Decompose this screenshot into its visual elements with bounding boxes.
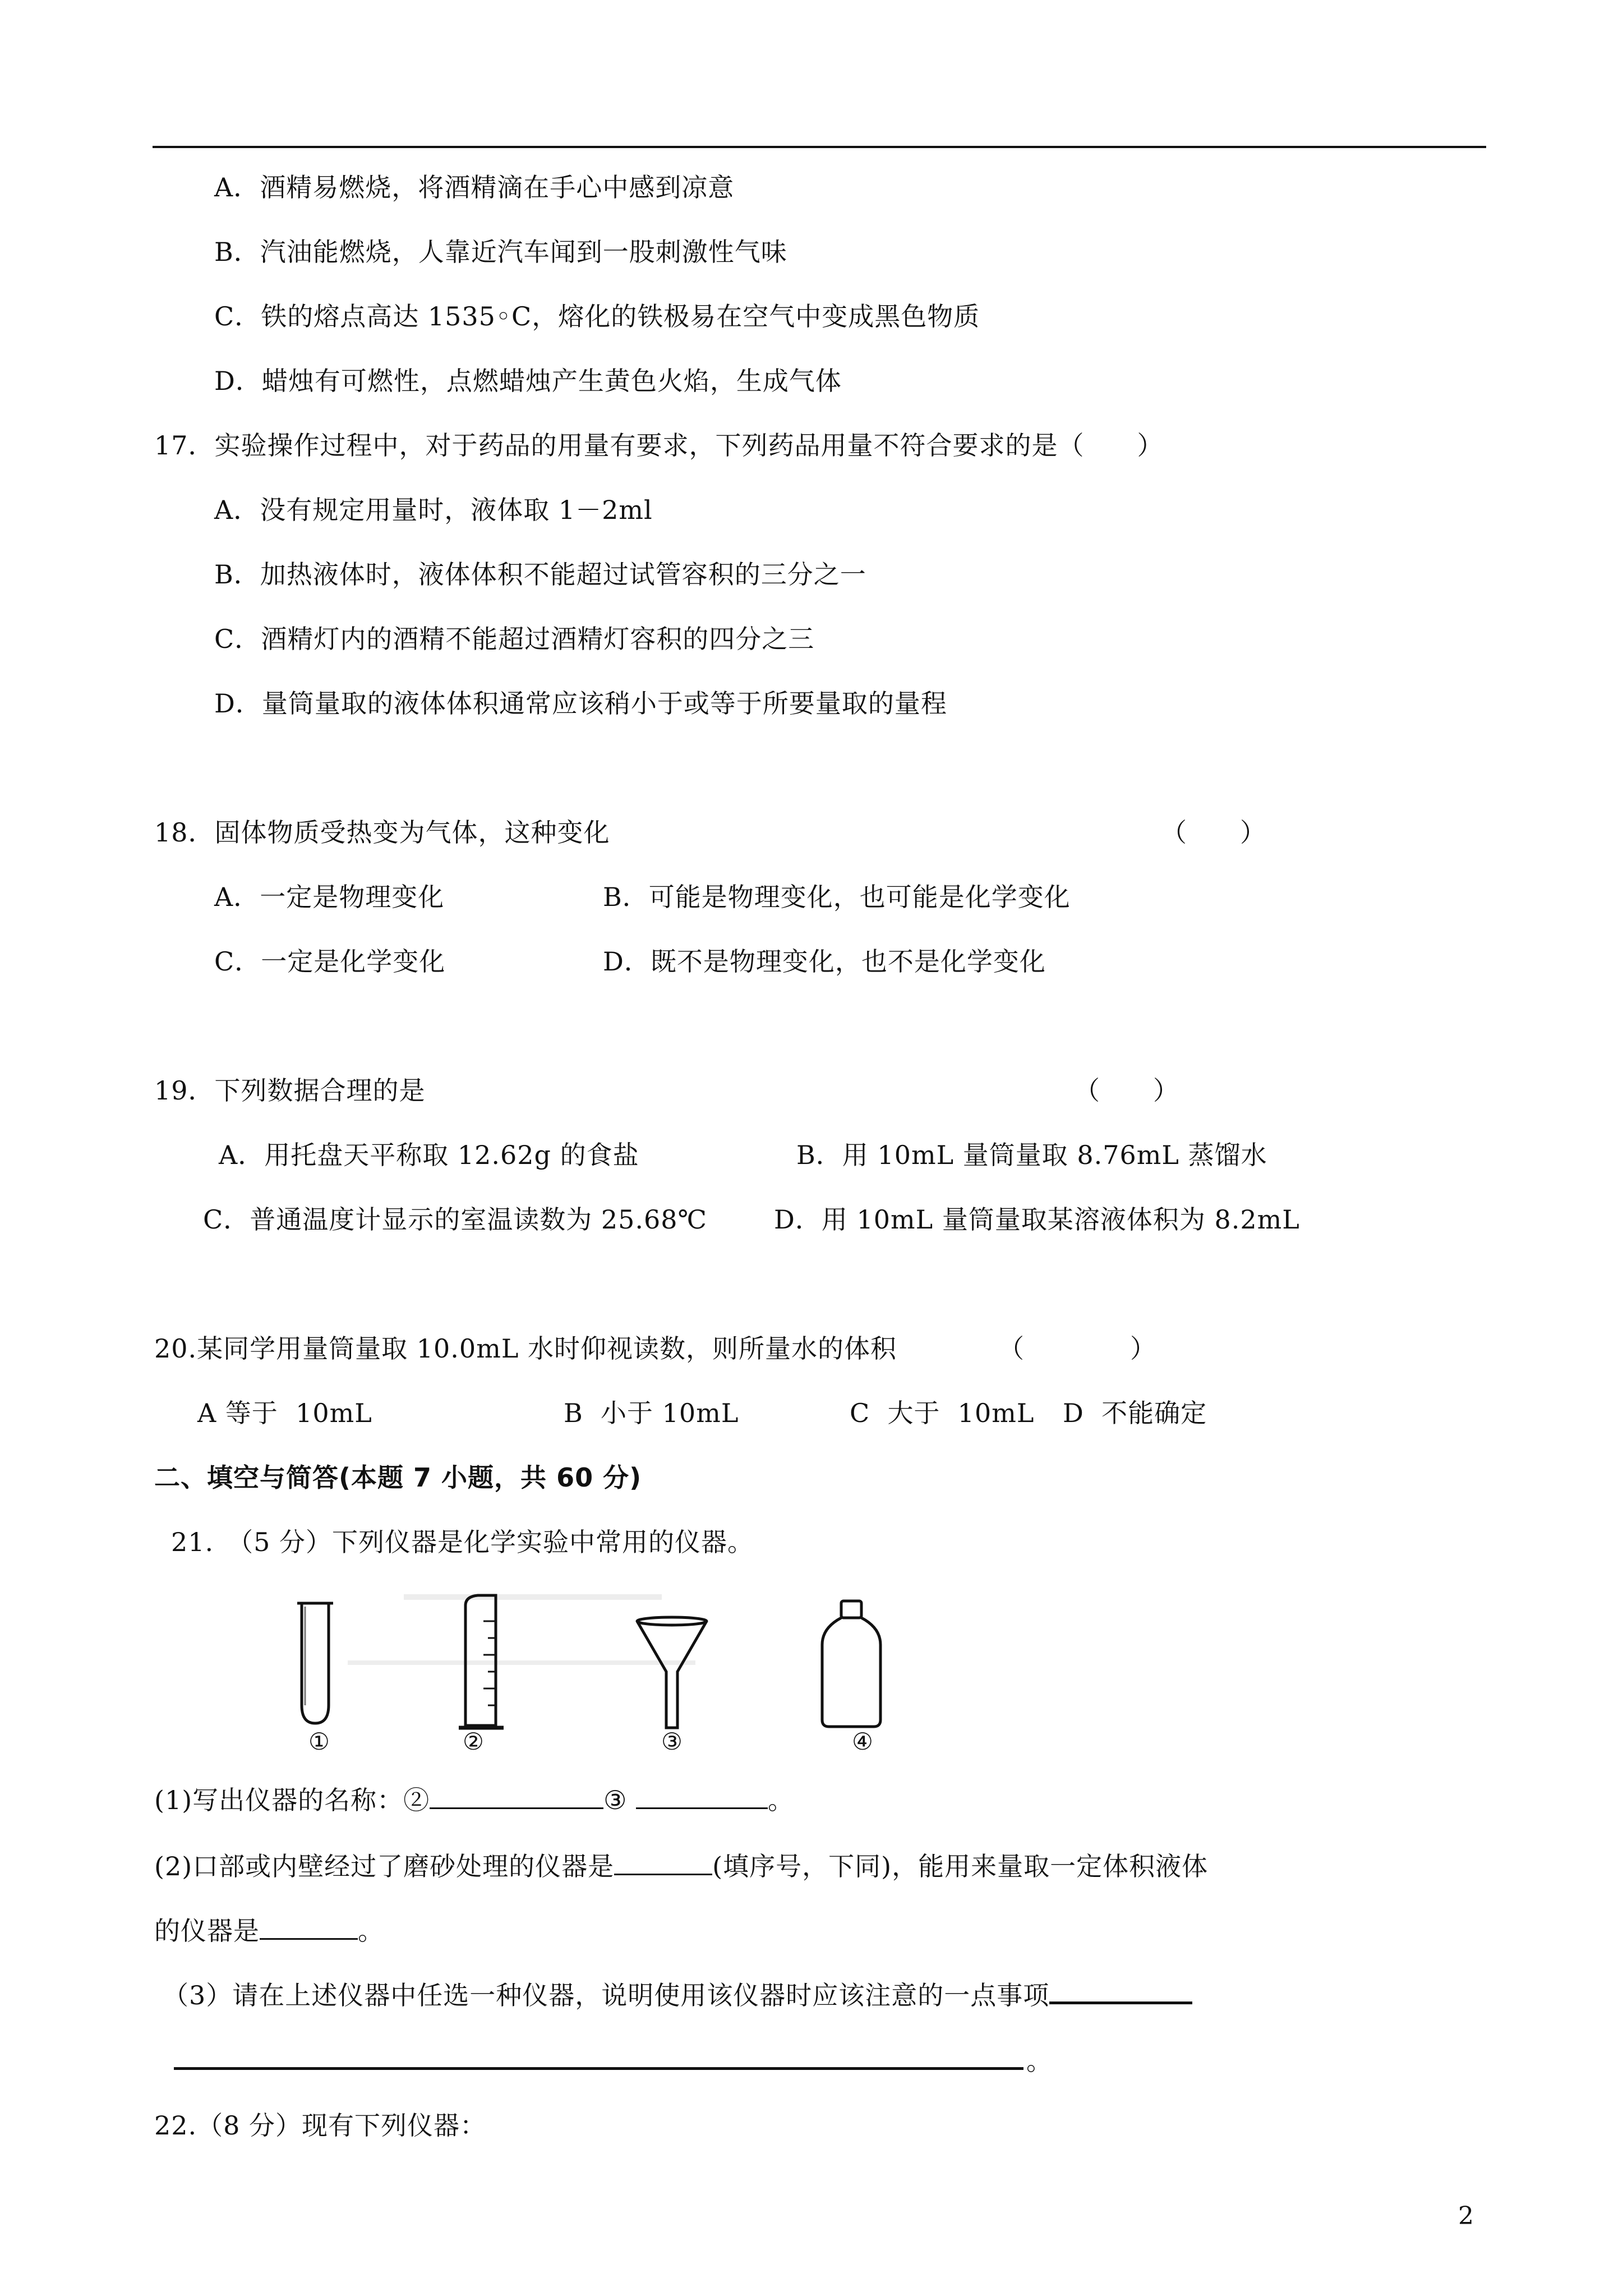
q21-part1-end: 。 [768,1785,795,1815]
q21-part3-end: 。 [1026,2046,1053,2076]
q16-option-b: B．汽油能燃烧，人靠近汽车闻到一股刺激性气味 [214,237,787,267]
q16-option-a: A．酒精易燃烧，将酒精滴在手心中感到凉意 [214,172,735,203]
q18-option-c: C．一定是化学变化 [214,946,446,977]
q18-answer-paren: （ ） [1161,817,1266,848]
q22-stem: 22.（8 分）现有下列仪器： [154,2110,487,2141]
q19-stem: 19．下列数据合理的是 [154,1075,426,1106]
q17-stem: 17．实验操作过程中，对于药品的用量有要求，下列药品用量不符合要求的是（ ） [154,430,1164,461]
q16-option-d: D．蜡烛有可燃性，点燃蜡烛产生黄色火焰，生成气体 [214,366,842,396]
answer-blank-frosted[interactable] [614,1851,712,1875]
funnel-icon [637,1617,707,1728]
caption-1: ① [308,1728,330,1755]
caption-3: ③ [661,1728,683,1755]
q21-part1 [154,1784,794,1816]
q18-option-d: D．既不是物理变化，也不是化学变化 [603,946,1046,977]
q17-option-c: C．酒精灯内的酒精不能超过酒精灯容积的四分之三 [214,624,815,654]
q21-part1-prefix: (1)写出仪器的名称：② [154,1785,430,1815]
q21-part2-prefix: (2)口部或内壁经过了磨砂处理的仪器是 [154,1851,615,1881]
q21-stem: 21. （5 分）下列仪器是化学实验中常用的仪器。 [171,1527,754,1557]
answer-blank-note[interactable] [1049,1979,1192,2004]
q20-answer-paren: （ ） [998,1333,1156,1364]
q17-option-d: D．量筒量取的液体体积通常应该稍小于或等于所要量取的量程 [214,688,947,719]
q21-part2 [154,1850,1208,1883]
q19-option-c: C．普通温度计显示的室温读数为 25.68℃ [203,1204,707,1235]
q19-option-d: D．用 10mL 量筒量取某溶液体积为 8.2mL [774,1204,1300,1235]
q18-option-a: A．一定是物理变化 [214,882,445,912]
answer-blank-2[interactable] [430,1785,603,1809]
q21-part2b-end: 。 [358,1916,384,1946]
q20-option-a: A 等于 10mL [197,1398,372,1428]
q20-stem: 20.某同学用量筒量取 10.0mL 水时仰视读数，则所量水的体积 [154,1333,897,1364]
q21-part2-cont [154,1915,384,1947]
reagent-bottle-icon [822,1601,880,1727]
q18-option-b: B．可能是物理变化，也可能是化学变化 [603,882,1071,912]
q17-option-a: A．没有规定用量时，液体取 1－2ml [214,495,653,525]
instrument-figure [280,1593,925,1767]
q21-part1-mid: ③ [603,1785,637,1815]
q17-option-b: B．加热液体时，液体体积不能超过试管容积的三分之一 [214,559,866,590]
q20-option-b: B 小于 10mL [564,1398,739,1428]
q19-answer-paren: （ ） [1074,1075,1179,1106]
q21-part3-text: （3）请在上述仪器中任选一种仪器，说明使用该仪器时应该注意的一点事项 [163,1980,1050,2010]
section-heading: 二、填空与简答(本题 7 小题，共 60 分) [154,1462,642,1493]
q19-option-a: A．用托盘天平称取 12.62g 的食盐 [219,1140,639,1170]
page-number: 2 [1458,2202,1474,2230]
q21-part2b-prefix: 的仪器是 [154,1916,260,1946]
answer-blank-measure[interactable] [260,1916,358,1940]
q21-part2-mid: (填序号，下同)，能用来量取一定体积液体 [712,1851,1209,1881]
answer-line-long[interactable] [174,2067,1023,2070]
caption-2: ② [463,1728,484,1755]
answer-blank-3[interactable] [636,1785,768,1809]
q18-stem: 18．固体物质受热变为气体，这种变化 [154,817,610,848]
caption-4: ④ [852,1728,873,1755]
q20-option-c: C 大于 10mL [850,1398,1035,1428]
q20-option-d: D 不能确定 [1063,1398,1207,1428]
test-tube-icon [297,1603,333,1723]
header-rule [153,146,1486,148]
q16-option-c: C．铁的熔点高达 1535◦C，熔化的铁极易在空气中变成黑色物质 [214,301,980,332]
q19-option-b: B．用 10mL 量筒量取 8.76mL 蒸馏水 [796,1140,1267,1170]
q21-part3 [163,1979,1192,2012]
